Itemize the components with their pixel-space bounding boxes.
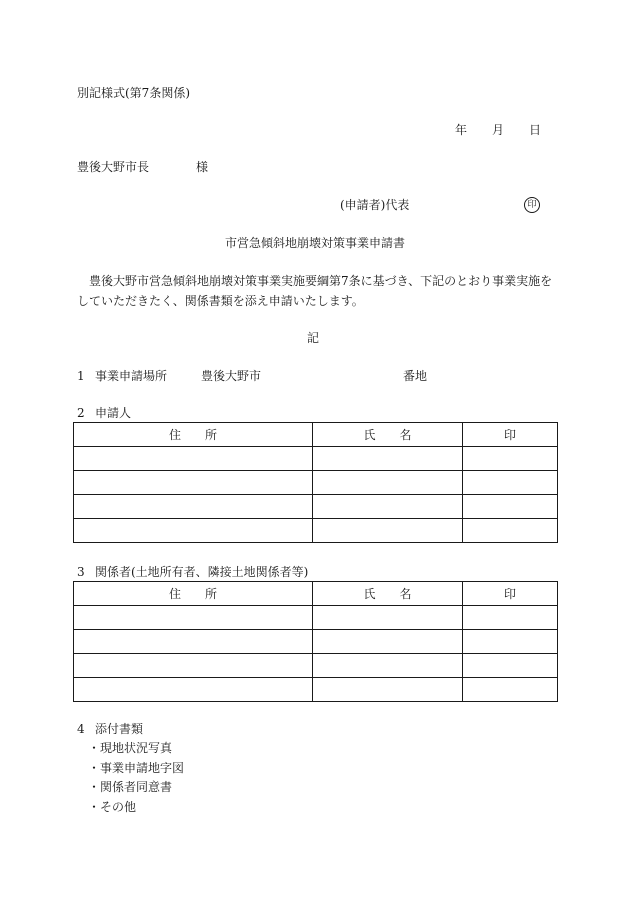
- address-cell[interactable]: [74, 630, 313, 654]
- applicant-label: (申請者)代表: [340, 198, 410, 212]
- name-cell[interactable]: [313, 519, 463, 543]
- date-year: 年: [455, 123, 468, 137]
- related-parties-table: [73, 581, 558, 702]
- name-cell[interactable]: [313, 678, 463, 702]
- list-item: ・その他: [88, 799, 137, 814]
- form-label: 別記様式(第7条関係): [77, 86, 190, 100]
- table-header-row: [74, 582, 558, 606]
- seal-cell[interactable]: [463, 495, 558, 519]
- seal-cell[interactable]: [463, 630, 558, 654]
- name-cell[interactable]: [313, 606, 463, 630]
- section-1-banchi: 番地: [403, 369, 428, 383]
- seal-mark: 印: [524, 197, 540, 213]
- section-2-number: 2: [77, 406, 85, 420]
- section-3-label: 関係者(土地所有者、隣接土地関係者等): [95, 565, 309, 579]
- table-row: [74, 447, 558, 471]
- address-cell[interactable]: [74, 519, 313, 543]
- ki-heading: 記: [307, 331, 320, 345]
- address-cell[interactable]: [74, 654, 313, 678]
- header-seal: 印: [463, 423, 558, 447]
- section-4-number: 4: [77, 722, 85, 736]
- seal-cell[interactable]: [463, 471, 558, 495]
- name-cell[interactable]: [313, 495, 463, 519]
- header-address: 住 所: [74, 423, 313, 447]
- table-row: [74, 606, 558, 630]
- table-row: [74, 678, 558, 702]
- section-3-number: 3: [77, 565, 85, 579]
- section-1-label: 事業申請場所: [95, 369, 168, 383]
- name-cell[interactable]: [313, 654, 463, 678]
- header-address: 住 所: [74, 582, 313, 606]
- list-item: ・関係者同意書: [88, 780, 173, 794]
- address-cell[interactable]: [74, 495, 313, 519]
- table-row: [74, 519, 558, 543]
- table-row: [74, 495, 558, 519]
- section-2-label: 申請人: [95, 406, 132, 420]
- addressee-name: 豊後大野市長: [77, 160, 150, 174]
- name-cell[interactable]: [313, 630, 463, 654]
- seal-cell[interactable]: [463, 654, 558, 678]
- seal-cell[interactable]: [463, 678, 558, 702]
- address-cell[interactable]: [74, 606, 313, 630]
- section-1-number: 1: [77, 369, 85, 383]
- table-row: [74, 630, 558, 654]
- list-item: ・現地状況写真: [88, 741, 173, 755]
- name-cell[interactable]: [313, 447, 463, 471]
- table-header-row: [74, 423, 558, 447]
- seal-cell[interactable]: [463, 447, 558, 471]
- table-row: [74, 654, 558, 678]
- applicant-table: [73, 422, 558, 543]
- date-month: 月: [492, 123, 505, 137]
- address-cell[interactable]: [74, 447, 313, 471]
- address-cell[interactable]: [74, 678, 313, 702]
- table-row: [74, 471, 558, 495]
- address-cell[interactable]: [74, 471, 313, 495]
- header-name: 氏 名: [313, 582, 463, 606]
- seal-cell[interactable]: [463, 606, 558, 630]
- section-4-label: 添付書類: [95, 722, 144, 736]
- section-1-city: 豊後大野市: [201, 369, 262, 383]
- date-day: 日: [529, 123, 542, 137]
- addressee-honorific: 様: [196, 160, 209, 174]
- attachments-list: [88, 739, 184, 817]
- header-name: 氏 名: [313, 423, 463, 447]
- body-text: 豊後大野市営急傾斜地崩壊対策事業実施要綱第7条に基づき、下記のとおり事業実施をしていただきたく、関係書類を添え申請いたします。: [77, 274, 553, 308]
- seal-cell[interactable]: [463, 519, 558, 543]
- name-cell[interactable]: [313, 471, 463, 495]
- document-title: 市営急傾斜地崩壊対策事業申請書: [225, 236, 406, 250]
- list-item: ・事業申請地字図: [88, 760, 185, 775]
- header-seal: 印: [463, 582, 558, 606]
